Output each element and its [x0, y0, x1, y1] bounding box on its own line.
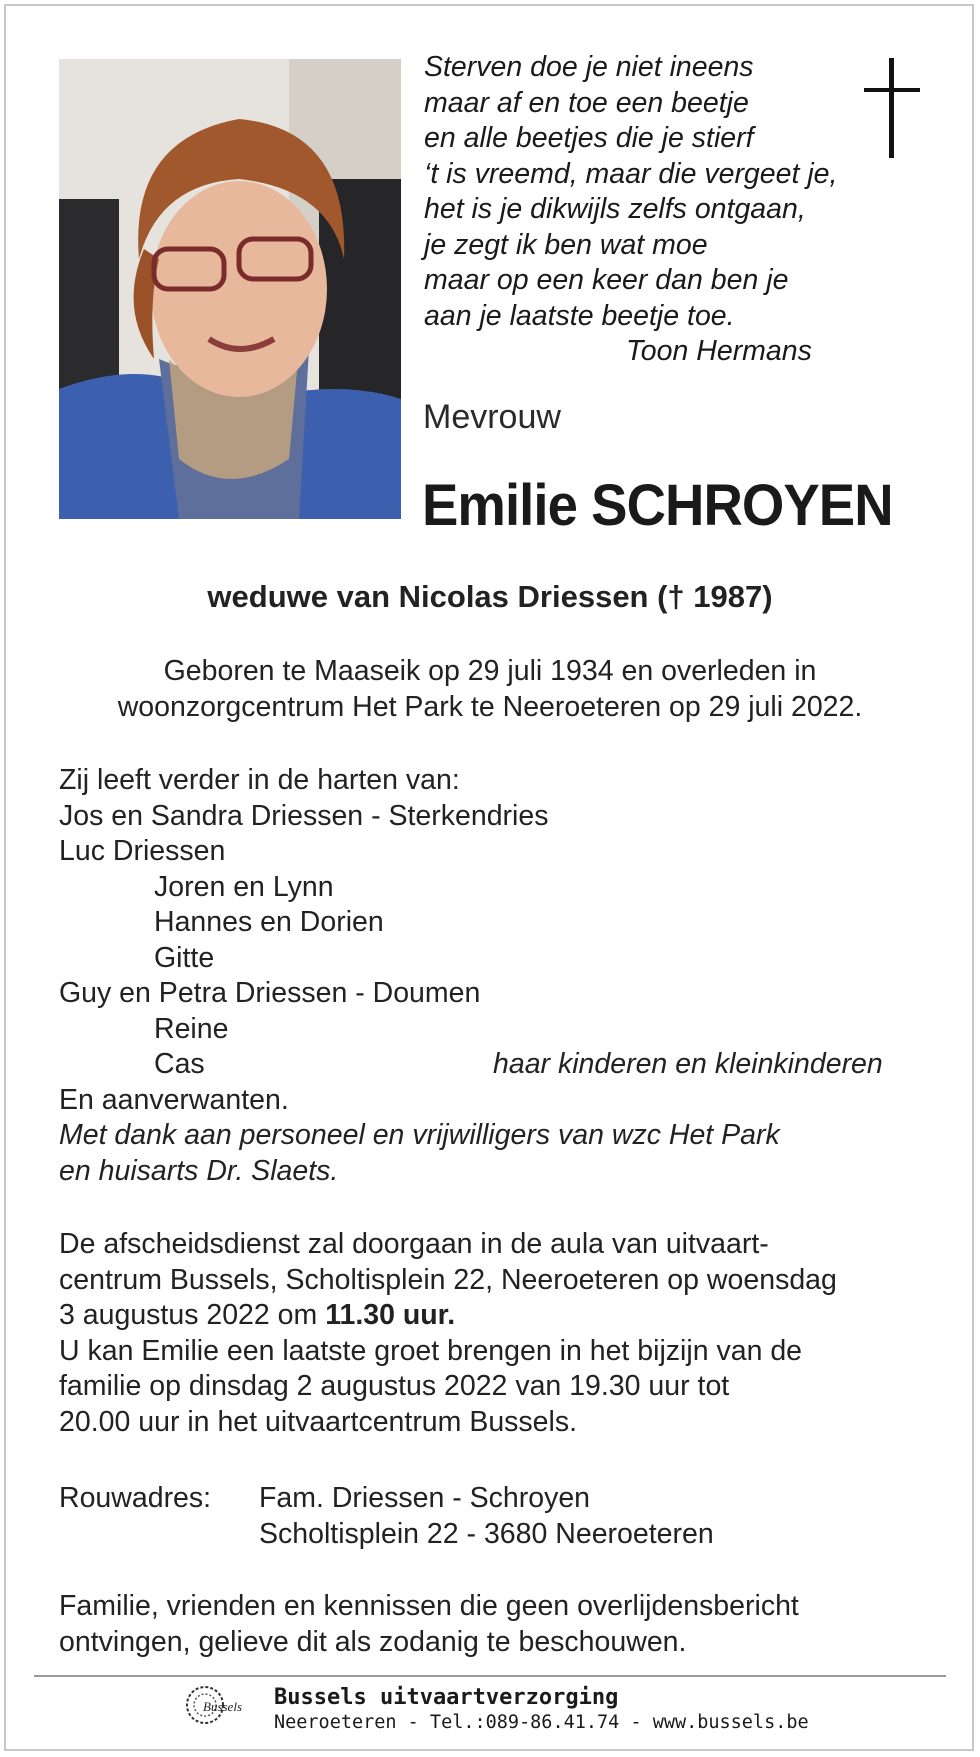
family-member: Gitte [154, 941, 215, 974]
family-member: Cas [154, 1048, 205, 1080]
bussels-logo [183, 1681, 263, 1729]
family-member: Hannes en Dorien [154, 906, 384, 938]
address-label: Rouwadres: [59, 1482, 212, 1514]
poem-line: het is je dikwijls zelfs ontgaan, [424, 193, 806, 225]
poem [424, 50, 894, 370]
service-line: U kan Emilie een laatste groet brengen in het bijzijn van de [59, 1334, 803, 1367]
cross-icon [862, 58, 922, 160]
salutation: Mevrouw [423, 398, 561, 436]
portrait-photo [59, 59, 401, 519]
address-line: Scholtisplein 22 - 3680 Neeroeteren [259, 1517, 714, 1550]
birth-line: Geboren te Maaseik op 29 juli 1934 en overleden in [163, 655, 817, 687]
family-member: Luc Driessen [59, 835, 226, 867]
family-relation: haar kinderen en kleinkinderen [493, 1048, 883, 1080]
poem-author: Toon Hermans [626, 335, 812, 367]
poem-line: Sterven doe je niet ineens [424, 51, 754, 83]
family-member: Guy en Petra Driessen - Doumen [59, 977, 481, 1009]
service-line: familie op dinsdag 2 augustus 2022 van 19.30 uur tot [59, 1370, 730, 1402]
service-time: 11.30 uur. [325, 1299, 456, 1331]
note-line: Familie, vrienden en kennissen die geen overlijdensbericht [59, 1590, 799, 1622]
address-line: Fam. Driessen - Schroyen [259, 1482, 591, 1514]
deceased-name: Emilie SCHROYEN [422, 473, 893, 538]
poem-line: maar op een keer dan ben je [424, 264, 789, 296]
service-info [59, 1227, 939, 1440]
poem-line: je zegt ik ben wat moe [424, 228, 708, 261]
service-line: centrum Bussels, Scholtisplein 22, Neeroeteren op woensdag [59, 1263, 837, 1296]
birth-death-text [0, 654, 980, 725]
note-line: ontvingen, gelieve dit als zodanig te beschouwen. [59, 1625, 687, 1658]
company-contact: Neeroeteren - Tel.:089-86.41.74 - www.bussels.be [274, 1712, 809, 1733]
logo-text: Bussels [203, 1699, 242, 1714]
family-intro: Zij leeft verder in de harten van: [59, 764, 460, 796]
relatives-line: En aanverwanten. [59, 1083, 289, 1116]
family-row-last [59, 1047, 929, 1083]
service-line [59, 1298, 939, 1334]
service-date: 3 augustus 2022 om [59, 1299, 326, 1331]
thanks-line: en huisarts Dr. Slaets. [59, 1154, 339, 1187]
address-value [259, 1481, 714, 1552]
family-list [59, 763, 929, 1189]
family-member: Reine [154, 1012, 229, 1045]
poem-line: en alle beetjes die je stierf [424, 122, 754, 154]
service-line: 20.00 uur in het uitvaartcentrum Bussels. [59, 1405, 578, 1438]
service-line: De afscheidsdienst zal doorgaan in de aula van uitvaart- [59, 1228, 769, 1260]
poem-line: maar af en toe een beetje [424, 86, 749, 119]
death-line: woonzorgcentrum Het Park te Neeroeteren op 29 juli 2022. [117, 690, 863, 723]
closing-note [59, 1589, 939, 1660]
thanks-line: Met dank aan personeel en vrijwilligers van wzc Het Park [59, 1119, 780, 1151]
company-name: Bussels uitvaartverzorging [274, 1685, 619, 1710]
family-member: Joren en Lynn [154, 870, 334, 903]
family-member: Jos en Sandra Driessen - Sterkendries [59, 799, 549, 832]
poem-line: ‘t is vreemd, maar die vergeet je, [424, 157, 838, 190]
footer-divider [34, 1675, 946, 1677]
widow-line: weduwe van Nicolas Driessen († 1987) [207, 579, 773, 614]
poem-line: aan je laatste beetje toe. [424, 299, 735, 332]
